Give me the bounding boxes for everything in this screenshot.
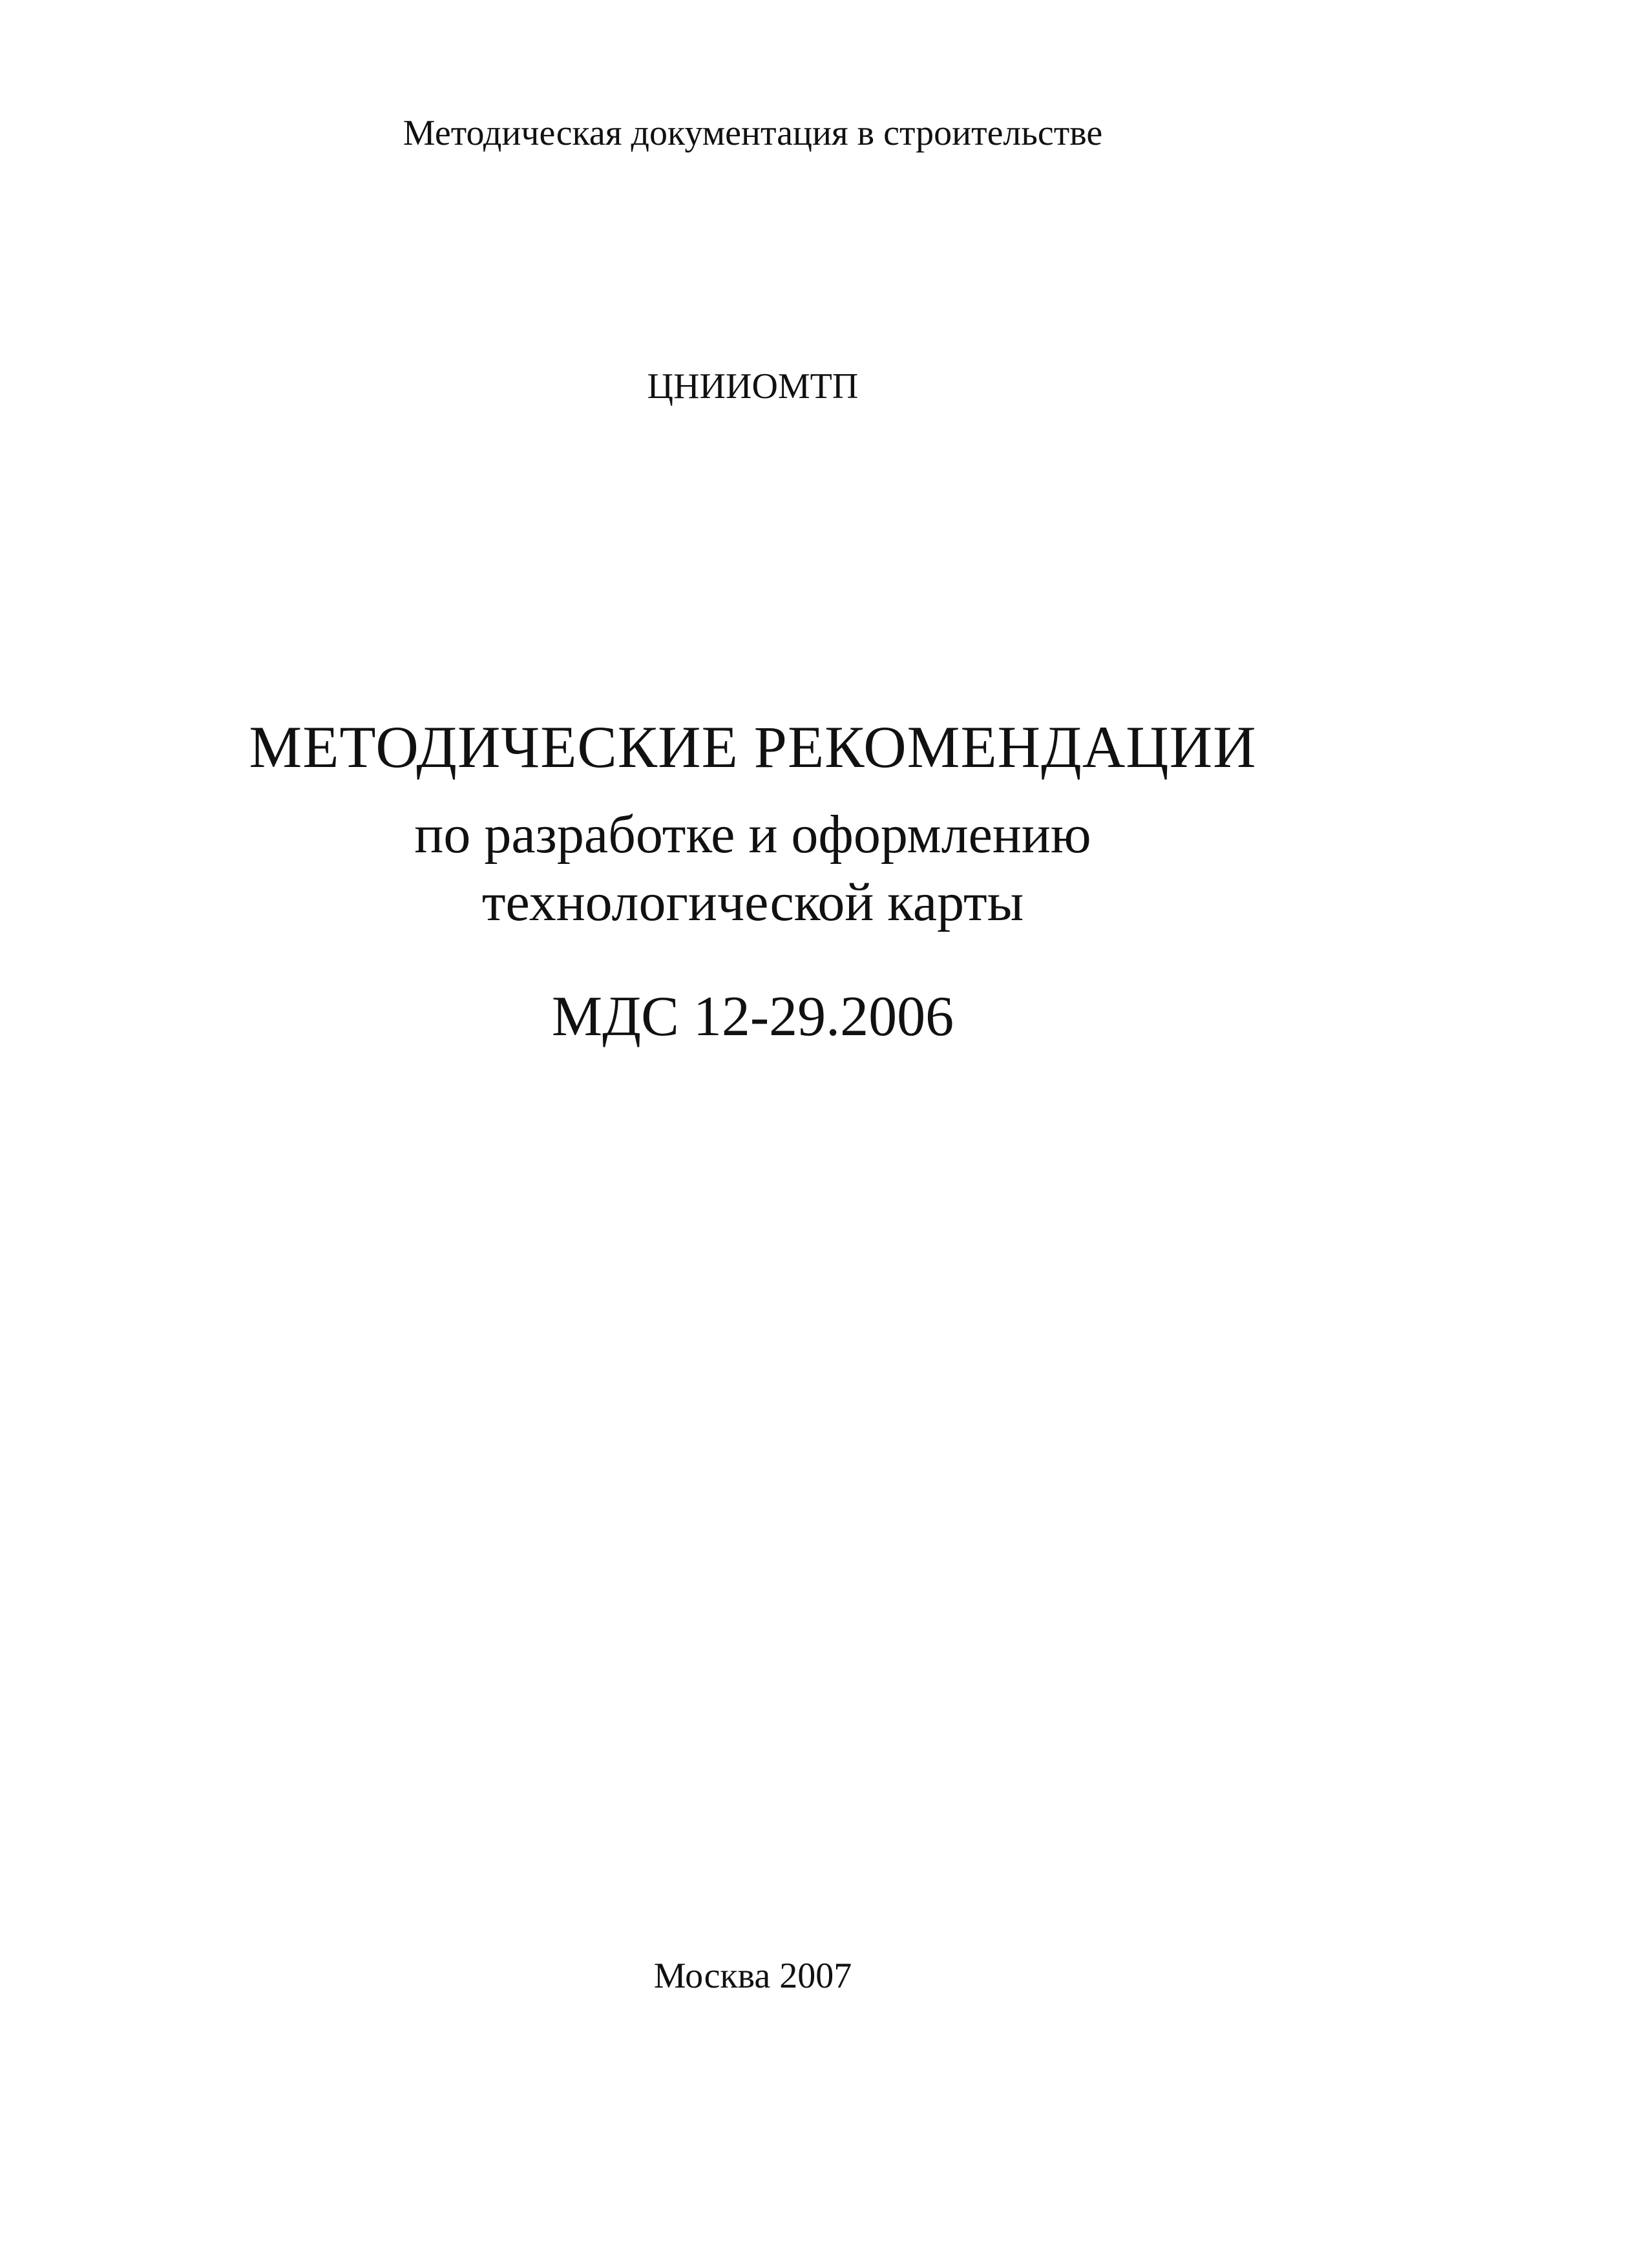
document-title: МЕТОДИЧЕСКИЕ РЕКОМЕНДАЦИИ	[249, 714, 1257, 780]
document-subtitle-line-2: технологической карты	[481, 872, 1024, 932]
document-subtitle-line-1: по разработке и оформлению	[414, 804, 1091, 865]
series-title: Методическая документация в строительстве	[403, 113, 1103, 153]
publication-place-year: Москва 2007	[653, 1956, 852, 1996]
document-code: МДС 12-29.2006	[551, 985, 954, 1048]
organization-name: ЦНИИОМТП	[647, 366, 859, 406]
